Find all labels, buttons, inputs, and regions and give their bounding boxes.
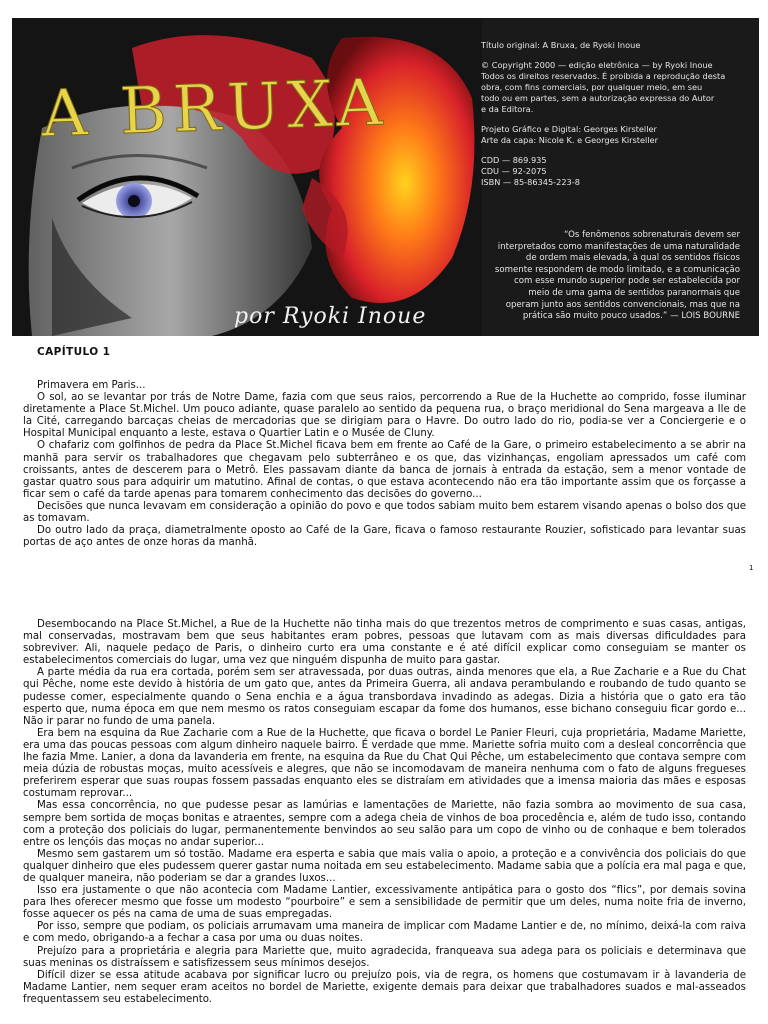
quote-line: meio de uma gama de sentidos paranormais que bbox=[528, 287, 740, 298]
paragraph: Mas essa concorrência, no que pudesse pesar as lamúrias e lamentações de Mariette, não fazia sombra ao movimento de sua casa, sempre bem sortida de moças bonitas e atraentes, sempre com a adega cheia de vinhos de boa procedência e, além de tudo isso, contando com a proteção dos policiais do lugar, permanentemente benvindos ao seu salão para um copo de vinho ou de conhaque e bem tolerados entre os lençóis das moças no andar superior... bbox=[23, 800, 746, 848]
cover-byline: por Ryoki Inoue bbox=[234, 304, 427, 329]
quote-line: de ordem mais elevada, à qual os sentidos físicos bbox=[525, 253, 740, 264]
original-title: Título original: A Bruxa, de Ryoki Inoue bbox=[481, 40, 641, 50]
paragraph: Do outro lado da praça, diametralmente oposto ao Café de la Gare, ficava o famoso restaurante Rouzier, sofisticado para levantar suas portas de aço antes de onze horas da manhã. bbox=[23, 525, 746, 549]
epigraph-quote bbox=[458, 230, 740, 323]
copyright-line: © Copyright 2000 — edição eletrônica — by Ryoki Inoue bbox=[481, 60, 713, 70]
paragraph: Era bem na esquina da Rue Zacharie com a Rue de la Huchette, que ficava o bordel Le Panier Fleuri, cuja proprietária, Madame Mariette, era uma das poucas pessoas com algum dinheiro naquele bairro. É verdade que mme. Mariette sofria muito com a desleal concorrência que lhe fazia Mme. Lanier, a dona da lavanderia em frente, na esquina da Rue du Chat Qui Pêche, um estabelecimento que contava sempre com meia dúzia de robustas moças, muito acessíveis e alegres, que não se incomodavam de maneira nenhuma com o fato de alguns fregueses preferirem esperar que suas roupas fossem passadas enquanto eles se distraíam em atividades que a imensa maioria das mães e esposas costumam reprovar... bbox=[23, 727, 746, 800]
paragraph: O chafariz com golfinhos de pedra da Place St.Michel ficava bem em frente ao Café de la Gare, o primeiro estabelecimento a se abrir na manhã para servir os trabalhadores que chegavam pelo subterrâneo e os que, das vizinhanças, engoliam apressados um café com croissants, antes de descerem para o Metrô. Eles passavam diante da banca de jornais à entrada da estação, sem a menor vontade de gastar quatro sous para adquirir um matutino. Afinal de contas, o que estava acontecendo não era tão importante assim que os forçasse a ficar sem o café da tarde apenas para tomarem conhecimento das decisões do governo... bbox=[23, 440, 746, 500]
paragraph: Decisões que nunca levavam em consideração a opinião do povo e que todos sabiam muito bem estarem visando apenas o bolso dos que as tomavam. bbox=[23, 500, 746, 525]
cover-credits bbox=[481, 40, 736, 197]
cover-banner bbox=[12, 18, 759, 336]
copyright-line: e da Editora. bbox=[481, 104, 534, 114]
code-line: ISBN — 85-86345-223-8 bbox=[481, 177, 580, 187]
paragraph: A parte média da rua era cortada, porém sem ser atravessada, por duas outras, ainda menores que ela, a Rue Zacharie e a Rue du Chat qui Pêche, nome este devido à história de um gato que, antes da Primeira Guerra, ali andava perambulando e roubando de tudo quanto se pudesse comer, especialmente quando o Sena enchia e a água transbordava invadindo as adegas. Dizia a história que o gato era tão esperto que, numa época em que nem mesmo os ratos conseguiam escapar da fome dos humanos, esse bichano conseguiu ficar gordo e... Não ir parar no fundo de uma panela. bbox=[23, 667, 746, 727]
paragraph: Primavera em Paris... bbox=[37, 380, 146, 391]
paragraph: O sol, ao se levantar por trás de Notre Dame, fazia com que seus raios, percorrendo a Rue de la Huchette ao comprido, fosse iluminar diretamente a Place St.Michel. Um pouco adiante, quase paralelo ao sentido da pequena rua, o braço meridional do Sena margeava a Ile de la Cité, carregando barcaças cheias de mercadorias que se dirigiam para o Havre. Do outro lado do rio, podia-se ver a Conciergerie e o Hospital Municipal enquanto a leste, estava o Quartier Latin e o Musée de Cluny. bbox=[23, 392, 746, 440]
copyright-line: Todos os direitos reservados. É proibida a reprodução desta bbox=[481, 71, 726, 81]
copyright-notice bbox=[481, 60, 736, 115]
paragraph: Mesmo sem gastarem um só tostão. Madame era esperta e sabia que mais valia o apoio, a proteção e a convivência dos policiais do que qualquer dinheiro que eles pudessem querer gastar numa noitada em seu estabelecimento. Madame sabia que a polícia era mal paga e que, de qualquer maneira, não poderiam se dar a grandes luxos... bbox=[23, 848, 746, 884]
cover-title-art: A BRUXA bbox=[39, 65, 390, 152]
code-line: CDU — 92-2075 bbox=[481, 166, 547, 176]
page-1-body bbox=[23, 380, 746, 549]
paragraph: Por isso, sempre que podiam, os policiais arrumavam uma maneira de implicar com Madame Lantier e de, no mínimo, deixá-la com raiva e com medo, obrigando-a a fechar a casa por uma ou duas noites. bbox=[23, 921, 746, 945]
quote-line: prática são muito pouco usados.” — LOIS BOURNE bbox=[522, 311, 740, 322]
copyright-line: todo ou em partes, sem a autorização expressa do Autor bbox=[481, 93, 715, 103]
page-number: 1 bbox=[749, 564, 754, 572]
quote-line: “Os fenômenos sobrenaturais devem ser bbox=[564, 230, 740, 240]
quote-line: interpretados como manifestações de uma naturalidade bbox=[497, 241, 740, 252]
code-line: CDD — 869.935 bbox=[481, 155, 547, 165]
catalog-codes bbox=[481, 155, 736, 188]
quote-line: com esse mundo superior pode ser estabelecida por bbox=[513, 276, 740, 287]
page-2-body bbox=[23, 619, 746, 1006]
paragraph: Desembocando na Place St.Michel, a Rue de la Huchette não tinha mais do que trezentos metros de comprimento e suas casas, antigas, mal conservadas, mostravam bem que seus habitantes eram pobres, pessoas que lutavam com as mais diversas dificuldades para sobreviver. Ali, naquele pedaço de Paris, o dinheiro curto era uma constante e é até difícil explicar como conseguiam se manter os estabelecimentos comerciais do lugar, uma vez que ninguém dispunha de muito para gastar. bbox=[23, 619, 746, 667]
credit-line: Projeto Gráfico e Digital: Georges Kirsteller bbox=[481, 124, 657, 134]
chapter-title: CAPÍTULO 1 bbox=[37, 346, 111, 358]
copyright-line: obra, com fins comerciais, por qualquer meio, em seu bbox=[481, 82, 703, 92]
cover-artwork bbox=[12, 18, 482, 336]
design-credits bbox=[481, 124, 736, 146]
credit-line: Arte da capa: Nicole K. e Georges Kirsteller bbox=[481, 135, 658, 145]
quote-line: somente respondem de modo limitado, e a comunicação bbox=[494, 264, 740, 275]
paragraph: Prejuízo para a proprietária e alegria para Mariette que, muito agradecida, franqueava sua adega para os policiais e determinava que suas meninas os distraíssem e satisfizessem seus mínimos desejos. bbox=[23, 945, 746, 969]
paragraph: Isso era justamente o que não acontecia com Madame Lantier, excessivamente antipática para o gosto dos “flics”, por demais sovina para lhes oferecer mesmo que fosse um modesto “pourboire” e sem a sensibilidade de permitir que um deles, numa noite fria de inverno, fosse aquecer os pés na cama de uma de suas empregadas. bbox=[23, 885, 746, 921]
quote-line: operam junto aos sentidos convencionais, mas que na bbox=[505, 299, 740, 310]
paragraph: Difícil dizer se essa atitude acabava por significar lucro ou prejuízo pois, via de regra, os homens que costumavam ir à lavanderia de Madame Lantier, nem sequer eram aceitos no bordel de Mariette, exigente demais para deixar que trabalhadores suados e mal-asseados frequentassem seu estabelecimento. bbox=[23, 969, 746, 1005]
